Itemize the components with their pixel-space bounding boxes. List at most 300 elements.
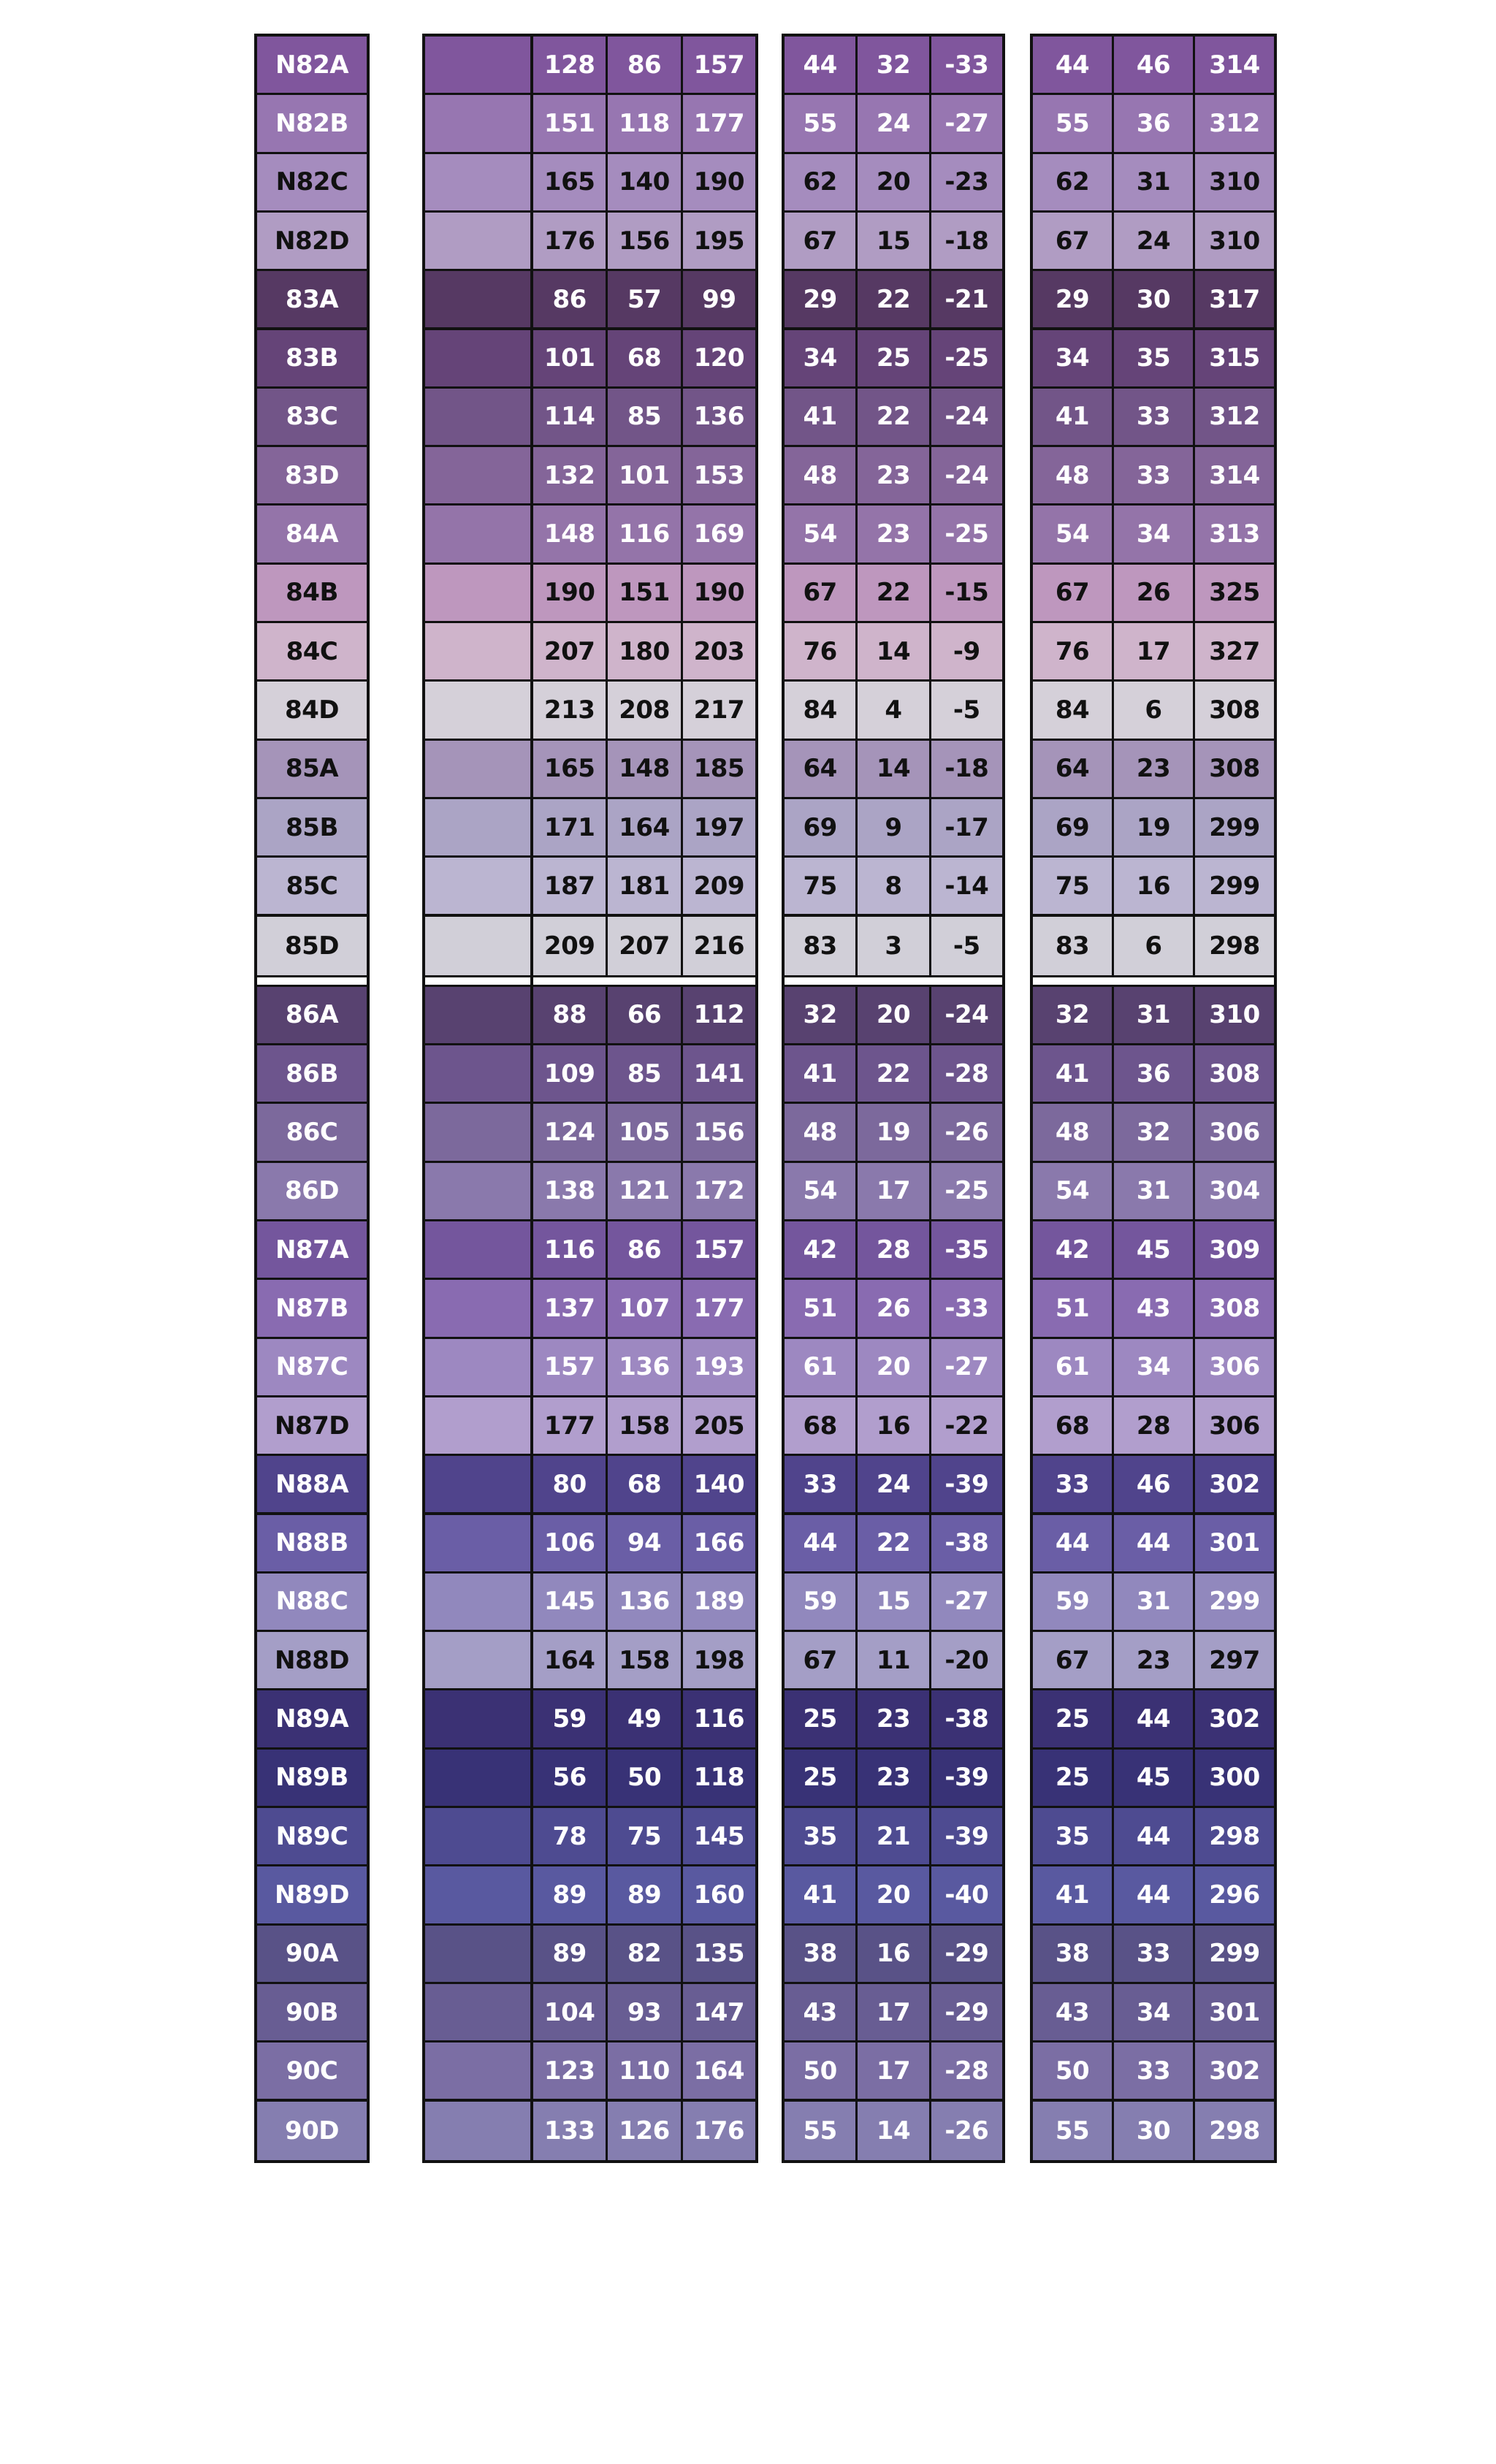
color-code: 85C bbox=[257, 858, 367, 916]
table-row bbox=[257, 1574, 367, 1632]
table-row bbox=[425, 917, 530, 975]
rgb-value: 148 bbox=[606, 741, 680, 799]
table-row bbox=[785, 1456, 1002, 1514]
color-swatch bbox=[425, 389, 530, 447]
lab-value: -9 bbox=[929, 623, 1002, 682]
lab-value: -39 bbox=[929, 1808, 1002, 1866]
table-row bbox=[425, 154, 530, 213]
table-row bbox=[257, 506, 367, 564]
rgb-value: 109 bbox=[533, 1045, 606, 1104]
table-row bbox=[533, 154, 755, 213]
table-row bbox=[785, 2102, 1002, 2160]
lch-value: 23 bbox=[1112, 1632, 1193, 1690]
lab-value: 48 bbox=[785, 1104, 855, 1162]
table-row bbox=[533, 1984, 755, 2042]
rgb-value: 157 bbox=[533, 1339, 606, 1397]
rgb-value: 177 bbox=[681, 95, 755, 153]
color-swatch bbox=[425, 799, 530, 858]
lch-value: 67 bbox=[1033, 213, 1112, 271]
table-row bbox=[425, 1515, 530, 1574]
table-row bbox=[425, 213, 530, 271]
table-row bbox=[533, 1866, 755, 1925]
lch-value: 42 bbox=[1033, 1221, 1112, 1280]
color-swatch bbox=[425, 623, 530, 682]
rgb-value: 128 bbox=[533, 37, 606, 95]
table-row bbox=[425, 1045, 530, 1104]
table-row bbox=[785, 271, 1002, 329]
lch-value: 34 bbox=[1033, 330, 1112, 389]
table-row bbox=[257, 1690, 367, 1749]
table-row bbox=[533, 987, 755, 1045]
rgb-value: 59 bbox=[533, 1690, 606, 1749]
color-swatch bbox=[425, 1984, 530, 2042]
color-code: N88D bbox=[257, 1632, 367, 1690]
table-row bbox=[533, 37, 755, 95]
rgb-value: 193 bbox=[681, 1339, 755, 1397]
lab-value: 34 bbox=[785, 330, 855, 389]
rgb-value: 116 bbox=[533, 1221, 606, 1280]
color-swatch bbox=[425, 213, 530, 271]
lch-value: 54 bbox=[1033, 1163, 1112, 1221]
color-swatch bbox=[425, 95, 530, 153]
lch-value: 306 bbox=[1193, 1397, 1274, 1456]
rgb-value: 112 bbox=[681, 987, 755, 1045]
lch-value: 76 bbox=[1033, 623, 1112, 682]
lab-value: 19 bbox=[855, 1104, 928, 1162]
lch-value: 306 bbox=[1193, 1339, 1274, 1397]
table-row bbox=[425, 2042, 530, 2101]
color-swatch bbox=[425, 271, 530, 329]
lch-value: 301 bbox=[1193, 1515, 1274, 1574]
lch-value: 317 bbox=[1193, 271, 1274, 329]
rgb-value: 203 bbox=[681, 623, 755, 682]
table-row bbox=[533, 741, 755, 799]
lch-value: 33 bbox=[1112, 389, 1193, 447]
table-row bbox=[257, 1926, 367, 1984]
color-swatch bbox=[425, 858, 530, 916]
lab-value: -38 bbox=[929, 1690, 1002, 1749]
lch-value: 68 bbox=[1033, 1397, 1112, 1456]
rgb-value: 187 bbox=[533, 858, 606, 916]
column-rgb bbox=[530, 34, 758, 2163]
rgb-value: 180 bbox=[606, 623, 680, 682]
group-separator bbox=[785, 975, 1002, 987]
lab-value: -21 bbox=[929, 271, 1002, 329]
table-row bbox=[785, 389, 1002, 447]
table-row bbox=[425, 1690, 530, 1749]
table-row bbox=[785, 741, 1002, 799]
color-code: N87A bbox=[257, 1221, 367, 1280]
rgb-value: 86 bbox=[606, 1221, 680, 1280]
table-row bbox=[785, 1926, 1002, 1984]
lab-value: 26 bbox=[855, 1280, 928, 1338]
lab-value: 23 bbox=[855, 447, 928, 506]
lab-value: 62 bbox=[785, 154, 855, 213]
lab-value: -27 bbox=[929, 1339, 1002, 1397]
color-swatch bbox=[425, 1280, 530, 1338]
color-swatch bbox=[425, 1515, 530, 1574]
table-row bbox=[1033, 1926, 1274, 1984]
table-row bbox=[257, 987, 367, 1045]
color-code: 86B bbox=[257, 1045, 367, 1104]
color-code: 86C bbox=[257, 1104, 367, 1162]
rgb-value: 151 bbox=[533, 95, 606, 153]
table-row bbox=[533, 271, 755, 329]
table-row bbox=[425, 682, 530, 740]
lab-value: -27 bbox=[929, 1574, 1002, 1632]
table-row bbox=[257, 858, 367, 916]
table-row bbox=[257, 1221, 367, 1280]
table-row bbox=[425, 271, 530, 329]
lch-value: 304 bbox=[1193, 1163, 1274, 1221]
lab-value: 22 bbox=[855, 1515, 928, 1574]
table-row bbox=[425, 389, 530, 447]
color-swatch bbox=[425, 1632, 530, 1690]
color-swatch bbox=[425, 682, 530, 740]
table-row bbox=[425, 623, 530, 682]
rgb-value: 116 bbox=[606, 506, 680, 564]
rgb-value: 160 bbox=[681, 1866, 755, 1925]
table-row bbox=[425, 1339, 530, 1397]
color-code: 90A bbox=[257, 1926, 367, 1984]
lab-value: 35 bbox=[785, 1808, 855, 1866]
lch-value: 29 bbox=[1033, 271, 1112, 329]
lab-value: 68 bbox=[785, 1397, 855, 1456]
lab-value: 23 bbox=[855, 506, 928, 564]
column-swatch bbox=[422, 34, 533, 2163]
lch-value: 299 bbox=[1193, 1926, 1274, 1984]
rgb-value: 136 bbox=[606, 1574, 680, 1632]
table-row bbox=[533, 1515, 755, 1574]
rgb-value: 138 bbox=[533, 1163, 606, 1221]
table-row bbox=[533, 1574, 755, 1632]
color-code: N87B bbox=[257, 1280, 367, 1338]
table-row bbox=[257, 1280, 367, 1338]
rgb-value: 124 bbox=[533, 1104, 606, 1162]
table-row bbox=[785, 1339, 1002, 1397]
table-row bbox=[257, 37, 367, 95]
lab-value: 8 bbox=[855, 858, 928, 916]
lab-value: 20 bbox=[855, 154, 928, 213]
lch-value: 308 bbox=[1193, 682, 1274, 740]
table-row bbox=[425, 1221, 530, 1280]
table-row bbox=[257, 1163, 367, 1221]
table-row bbox=[257, 565, 367, 623]
table-row bbox=[533, 565, 755, 623]
table-row bbox=[533, 1339, 755, 1397]
rgb-value: 176 bbox=[681, 2102, 755, 2160]
lch-value: 308 bbox=[1193, 1280, 1274, 1338]
rgb-value: 106 bbox=[533, 1515, 606, 1574]
lab-value: 20 bbox=[855, 1339, 928, 1397]
color-code: N82C bbox=[257, 154, 367, 213]
lab-value: 22 bbox=[855, 271, 928, 329]
lab-value: -14 bbox=[929, 858, 1002, 916]
lch-value: 6 bbox=[1112, 682, 1193, 740]
table-row bbox=[257, 1397, 367, 1456]
lab-value: 67 bbox=[785, 1632, 855, 1690]
rgb-value: 189 bbox=[681, 1574, 755, 1632]
rgb-value: 208 bbox=[606, 682, 680, 740]
lab-value: -26 bbox=[929, 2102, 1002, 2160]
rgb-value: 158 bbox=[606, 1632, 680, 1690]
color-code: 86D bbox=[257, 1163, 367, 1221]
lch-value: 299 bbox=[1193, 858, 1274, 916]
lab-value: 17 bbox=[855, 1163, 928, 1221]
lab-value: -33 bbox=[929, 1280, 1002, 1338]
lch-value: 33 bbox=[1033, 1456, 1112, 1514]
lab-value: 24 bbox=[855, 1456, 928, 1514]
color-swatch bbox=[425, 1456, 530, 1514]
rgb-value: 190 bbox=[681, 154, 755, 213]
rgb-value: 118 bbox=[681, 1750, 755, 1808]
lab-value: -28 bbox=[929, 1045, 1002, 1104]
lch-value: 302 bbox=[1193, 1690, 1274, 1749]
lab-value: -25 bbox=[929, 330, 1002, 389]
table-row bbox=[785, 1866, 1002, 1925]
lab-value: 4 bbox=[855, 682, 928, 740]
color-code: 83D bbox=[257, 447, 367, 506]
lab-value: 29 bbox=[785, 271, 855, 329]
table-row bbox=[425, 1750, 530, 1808]
rgb-value: 101 bbox=[533, 330, 606, 389]
lab-value: 50 bbox=[785, 2042, 855, 2101]
rgb-value: 107 bbox=[606, 1280, 680, 1338]
lab-value: 20 bbox=[855, 1866, 928, 1925]
table-row bbox=[425, 565, 530, 623]
lab-value: 75 bbox=[785, 858, 855, 916]
lch-value: 30 bbox=[1112, 2102, 1193, 2160]
lch-value: 69 bbox=[1033, 799, 1112, 858]
lch-value: 299 bbox=[1193, 1574, 1274, 1632]
lch-value: 31 bbox=[1112, 987, 1193, 1045]
lab-value: 51 bbox=[785, 1280, 855, 1338]
table-row bbox=[785, 37, 1002, 95]
lab-value: 21 bbox=[855, 1808, 928, 1866]
table-row bbox=[425, 330, 530, 389]
lab-value: -39 bbox=[929, 1456, 1002, 1514]
lch-value: 33 bbox=[1112, 447, 1193, 506]
rgb-value: 57 bbox=[606, 271, 680, 329]
rgb-value: 99 bbox=[681, 271, 755, 329]
lab-value: -27 bbox=[929, 95, 1002, 153]
lch-value: 48 bbox=[1033, 1104, 1112, 1162]
lch-value: 313 bbox=[1193, 506, 1274, 564]
group-separator bbox=[257, 975, 367, 987]
table-row bbox=[785, 682, 1002, 740]
rgb-value: 68 bbox=[606, 1456, 680, 1514]
lch-value: 31 bbox=[1112, 1163, 1193, 1221]
rgb-value: 118 bbox=[606, 95, 680, 153]
lch-value: 30 bbox=[1112, 271, 1193, 329]
rgb-value: 177 bbox=[533, 1397, 606, 1456]
rgb-value: 148 bbox=[533, 506, 606, 564]
lab-value: 3 bbox=[855, 917, 928, 975]
color-code: N88B bbox=[257, 1515, 367, 1574]
table-row bbox=[425, 1866, 530, 1925]
lab-value: -18 bbox=[929, 213, 1002, 271]
lab-value: 64 bbox=[785, 741, 855, 799]
lab-value: 9 bbox=[855, 799, 928, 858]
lch-value: 308 bbox=[1193, 741, 1274, 799]
lch-value: 35 bbox=[1112, 330, 1193, 389]
table-row bbox=[257, 1045, 367, 1104]
lab-value: 15 bbox=[855, 213, 928, 271]
lch-value: 308 bbox=[1193, 1045, 1274, 1104]
lch-value: 325 bbox=[1193, 565, 1274, 623]
table-row bbox=[257, 1339, 367, 1397]
color-code: N89D bbox=[257, 1866, 367, 1925]
table-row bbox=[785, 154, 1002, 213]
rgb-value: 56 bbox=[533, 1750, 606, 1808]
lab-value: 33 bbox=[785, 1456, 855, 1514]
table-row bbox=[1033, 682, 1274, 740]
lab-value: 44 bbox=[785, 1515, 855, 1574]
rgb-value: 207 bbox=[606, 917, 680, 975]
lch-value: 34 bbox=[1112, 1339, 1193, 1397]
rgb-value: 80 bbox=[533, 1456, 606, 1514]
table-row bbox=[425, 1280, 530, 1338]
lch-value: 309 bbox=[1193, 1221, 1274, 1280]
lab-value: 43 bbox=[785, 1984, 855, 2042]
table-row bbox=[785, 506, 1002, 564]
color-code: N88C bbox=[257, 1574, 367, 1632]
lab-value: -33 bbox=[929, 37, 1002, 95]
color-code: N82D bbox=[257, 213, 367, 271]
lch-value: 315 bbox=[1193, 330, 1274, 389]
table-row bbox=[257, 623, 367, 682]
lab-value: 23 bbox=[855, 1750, 928, 1808]
table-row bbox=[1033, 1984, 1274, 2042]
lch-value: 41 bbox=[1033, 1045, 1112, 1104]
lch-value: 299 bbox=[1193, 799, 1274, 858]
table-row bbox=[1033, 1280, 1274, 1338]
rgb-value: 190 bbox=[533, 565, 606, 623]
rgb-value: 116 bbox=[681, 1690, 755, 1749]
table-row bbox=[785, 799, 1002, 858]
table-row bbox=[533, 1750, 755, 1808]
table-row bbox=[785, 1808, 1002, 1866]
table-row bbox=[425, 1456, 530, 1514]
table-row bbox=[1033, 1515, 1274, 1574]
table-row bbox=[785, 623, 1002, 682]
lab-value: 38 bbox=[785, 1926, 855, 1984]
lch-value: 24 bbox=[1112, 213, 1193, 271]
color-code: 90D bbox=[257, 2102, 367, 2160]
lch-value: 6 bbox=[1112, 917, 1193, 975]
table-row bbox=[1033, 917, 1274, 975]
lab-value: 42 bbox=[785, 1221, 855, 1280]
table-row bbox=[533, 2042, 755, 2101]
rgb-value: 136 bbox=[606, 1339, 680, 1397]
lch-value: 32 bbox=[1112, 1104, 1193, 1162]
lab-value: 11 bbox=[855, 1632, 928, 1690]
table-row bbox=[257, 1104, 367, 1162]
color-code: 83B bbox=[257, 330, 367, 389]
column-lab bbox=[782, 34, 1005, 2163]
rgb-value: 89 bbox=[533, 1866, 606, 1925]
color-swatch bbox=[425, 154, 530, 213]
rgb-value: 49 bbox=[606, 1690, 680, 1749]
lch-value: 38 bbox=[1033, 1926, 1112, 1984]
rgb-value: 169 bbox=[681, 506, 755, 564]
lab-value: 17 bbox=[855, 1984, 928, 2042]
lch-value: 302 bbox=[1193, 2042, 1274, 2101]
table-row bbox=[533, 1104, 755, 1162]
color-swatch bbox=[425, 1339, 530, 1397]
lab-value: -38 bbox=[929, 1515, 1002, 1574]
lch-value: 51 bbox=[1033, 1280, 1112, 1338]
lch-value: 35 bbox=[1033, 1808, 1112, 1866]
table-row bbox=[1033, 271, 1274, 329]
table-row bbox=[1033, 37, 1274, 95]
lab-value: 61 bbox=[785, 1339, 855, 1397]
lch-value: 59 bbox=[1033, 1574, 1112, 1632]
lch-value: 44 bbox=[1112, 1690, 1193, 1749]
lch-value: 312 bbox=[1193, 389, 1274, 447]
lch-value: 55 bbox=[1033, 2102, 1112, 2160]
color-swatch bbox=[425, 1926, 530, 1984]
lch-value: 31 bbox=[1112, 1574, 1193, 1632]
lab-value: -25 bbox=[929, 1163, 1002, 1221]
color-swatch bbox=[425, 1045, 530, 1104]
table-row bbox=[425, 799, 530, 858]
lab-value: 67 bbox=[785, 213, 855, 271]
rgb-value: 66 bbox=[606, 987, 680, 1045]
rgb-value: 197 bbox=[681, 799, 755, 858]
table-row bbox=[1033, 1163, 1274, 1221]
lab-value: 41 bbox=[785, 1045, 855, 1104]
group-separator bbox=[533, 975, 755, 987]
lch-value: 43 bbox=[1033, 1984, 1112, 2042]
lch-value: 31 bbox=[1112, 154, 1193, 213]
lch-value: 64 bbox=[1033, 741, 1112, 799]
table-row bbox=[1033, 1339, 1274, 1397]
table-row bbox=[785, 1045, 1002, 1104]
table-row bbox=[425, 1574, 530, 1632]
color-code: 85A bbox=[257, 741, 367, 799]
rgb-value: 153 bbox=[681, 447, 755, 506]
rgb-value: 209 bbox=[681, 858, 755, 916]
lch-value: 43 bbox=[1112, 1280, 1193, 1338]
lch-value: 45 bbox=[1112, 1221, 1193, 1280]
lch-value: 45 bbox=[1112, 1750, 1193, 1808]
rgb-value: 86 bbox=[533, 271, 606, 329]
table-row bbox=[533, 447, 755, 506]
lab-value: -18 bbox=[929, 741, 1002, 799]
color-code: N89B bbox=[257, 1750, 367, 1808]
table-row bbox=[257, 917, 367, 975]
rgb-value: 50 bbox=[606, 1750, 680, 1808]
lch-value: 25 bbox=[1033, 1750, 1112, 1808]
lab-value: 23 bbox=[855, 1690, 928, 1749]
rgb-value: 136 bbox=[681, 389, 755, 447]
color-swatch bbox=[425, 330, 530, 389]
lab-value: 59 bbox=[785, 1574, 855, 1632]
rgb-value: 171 bbox=[533, 799, 606, 858]
rgb-value: 145 bbox=[533, 1574, 606, 1632]
lab-value: 54 bbox=[785, 506, 855, 564]
table-row bbox=[1033, 330, 1274, 389]
lab-value: 84 bbox=[785, 682, 855, 740]
color-code: 84C bbox=[257, 623, 367, 682]
rgb-value: 185 bbox=[681, 741, 755, 799]
lch-value: 48 bbox=[1033, 447, 1112, 506]
lab-value: 41 bbox=[785, 1866, 855, 1925]
lab-value: -40 bbox=[929, 1866, 1002, 1925]
table-row bbox=[1033, 1397, 1274, 1456]
rgb-value: 207 bbox=[533, 623, 606, 682]
